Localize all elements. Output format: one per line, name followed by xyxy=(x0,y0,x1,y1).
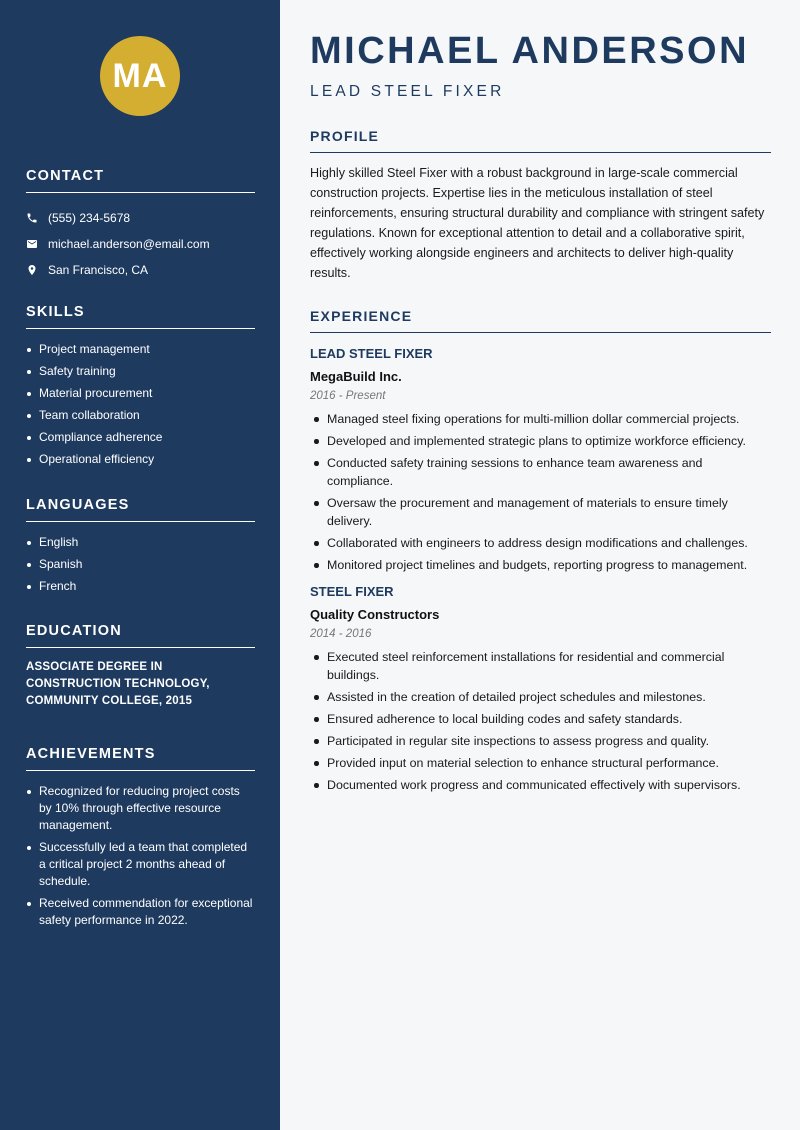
languages-heading: LANGUAGES xyxy=(26,497,255,522)
skill-item: Material procurement xyxy=(26,385,255,402)
phone-icon xyxy=(26,212,38,224)
job-dates: 2014 - 2016 xyxy=(310,628,372,640)
sidebar xyxy=(0,0,280,1130)
contact-heading: CONTACT xyxy=(26,168,255,193)
job-company: MegaBuild Inc. xyxy=(310,369,402,384)
job-role: STEEL FIXER xyxy=(310,584,394,599)
achievements-list xyxy=(26,783,255,929)
job-bullet: Participated in regular site inspections to assess progress and quality. xyxy=(310,732,771,750)
achievement-item: Received commendation for exceptional safety performance in 2022. xyxy=(26,895,255,929)
education-section xyxy=(26,623,255,710)
education-entry: ASSOCIATE DEGREE IN CONSTRUCTION TECHNOLOGY, COMMUNITY COLLEGE, 2015 xyxy=(26,661,210,707)
location-pin-icon xyxy=(26,264,38,276)
job-bullet: Collaborated with engineers to address design modifications and challenges. xyxy=(310,534,771,552)
job-bullet: Developed and implemented strategic plans to optimize workforce efficiency. xyxy=(310,432,771,450)
skills-section xyxy=(26,304,255,473)
job-bullet: Executed steel reinforcement installations for residential and commercial buildings. xyxy=(310,648,771,684)
email-icon xyxy=(26,238,38,250)
skills-heading: SKILLS xyxy=(26,304,255,329)
experience-section xyxy=(310,308,771,798)
contact-email xyxy=(26,231,255,257)
email-text: michael.anderson@email.com xyxy=(48,237,210,251)
language-item: Spanish xyxy=(26,556,255,573)
experience-heading: EXPERIENCE xyxy=(310,308,771,333)
job-entry xyxy=(310,584,771,794)
skills-list xyxy=(26,341,255,468)
job-bullet: Provided input on material selection to enhance structural performance. xyxy=(310,754,771,772)
education-heading: EDUCATION xyxy=(26,623,255,648)
job-bullet: Monitored project timelines and budgets, reporting progress to management. xyxy=(310,556,771,574)
candidate-name: MICHAEL ANDERSON xyxy=(310,30,750,72)
job-dates: 2016 - Present xyxy=(310,390,386,402)
languages-section xyxy=(26,497,255,600)
job-bullet: Managed steel fixing operations for multi-million dollar commercial projects. xyxy=(310,410,771,428)
location-text: San Francisco, CA xyxy=(48,263,149,277)
skill-item: Operational efficiency xyxy=(26,451,255,468)
achievement-item: Successfully led a team that completed a critical project 2 months ahead of schedule. xyxy=(26,839,255,890)
job-bullet: Conducted safety training sessions to enhance team awareness and compliance. xyxy=(310,454,771,490)
contact-list xyxy=(26,205,255,283)
job-bullet: Assisted in the creation of detailed project schedules and milestones. xyxy=(310,688,771,706)
contact-section xyxy=(26,168,255,283)
job-bullets xyxy=(310,410,771,574)
achievements-section xyxy=(26,746,255,934)
language-item: French xyxy=(26,578,255,595)
profile-heading: PROFILE xyxy=(310,128,771,153)
profile-text: Highly skilled Steel Fixer with a robust background in large-scale commercial construction projects. Expertise lies in the meticulous installation of steel reinforcements, ensuring structural durability and compliance with stringent safety regulations. Known for exceptional attention to detail and a collaborative spirit, effectively working alongside engineers and architects to deliver high-quality results. xyxy=(310,166,765,280)
job-bullets xyxy=(310,648,771,794)
achievement-item: Recognized for reducing project costs by 10% through effective resource management. xyxy=(26,783,255,834)
achievements-heading: ACHIEVEMENTS xyxy=(26,746,255,771)
languages-list xyxy=(26,534,255,595)
job-bullet: Oversaw the procurement and management of materials to ensure timely delivery. xyxy=(310,494,771,530)
language-item: English xyxy=(26,534,255,551)
candidate-title: LEAD STEEL FIXER xyxy=(310,83,505,100)
job-bullet: Ensured adherence to local building codes and safety standards. xyxy=(310,710,771,728)
contact-location xyxy=(26,257,255,283)
job-company: Quality Constructors xyxy=(310,607,440,622)
avatar: MA xyxy=(100,36,180,116)
skill-item: Safety training xyxy=(26,363,255,380)
job-role: LEAD STEEL FIXER xyxy=(310,346,433,361)
skill-item: Team collaboration xyxy=(26,407,255,424)
skill-item: Project management xyxy=(26,341,255,358)
job-entry xyxy=(310,346,771,574)
contact-phone xyxy=(26,205,255,231)
phone-text: (555) 234-5678 xyxy=(48,211,131,225)
profile-section xyxy=(310,128,771,283)
job-bullet: Documented work progress and communicated effectively with supervisors. xyxy=(310,776,771,794)
skill-item: Compliance adherence xyxy=(26,429,255,446)
